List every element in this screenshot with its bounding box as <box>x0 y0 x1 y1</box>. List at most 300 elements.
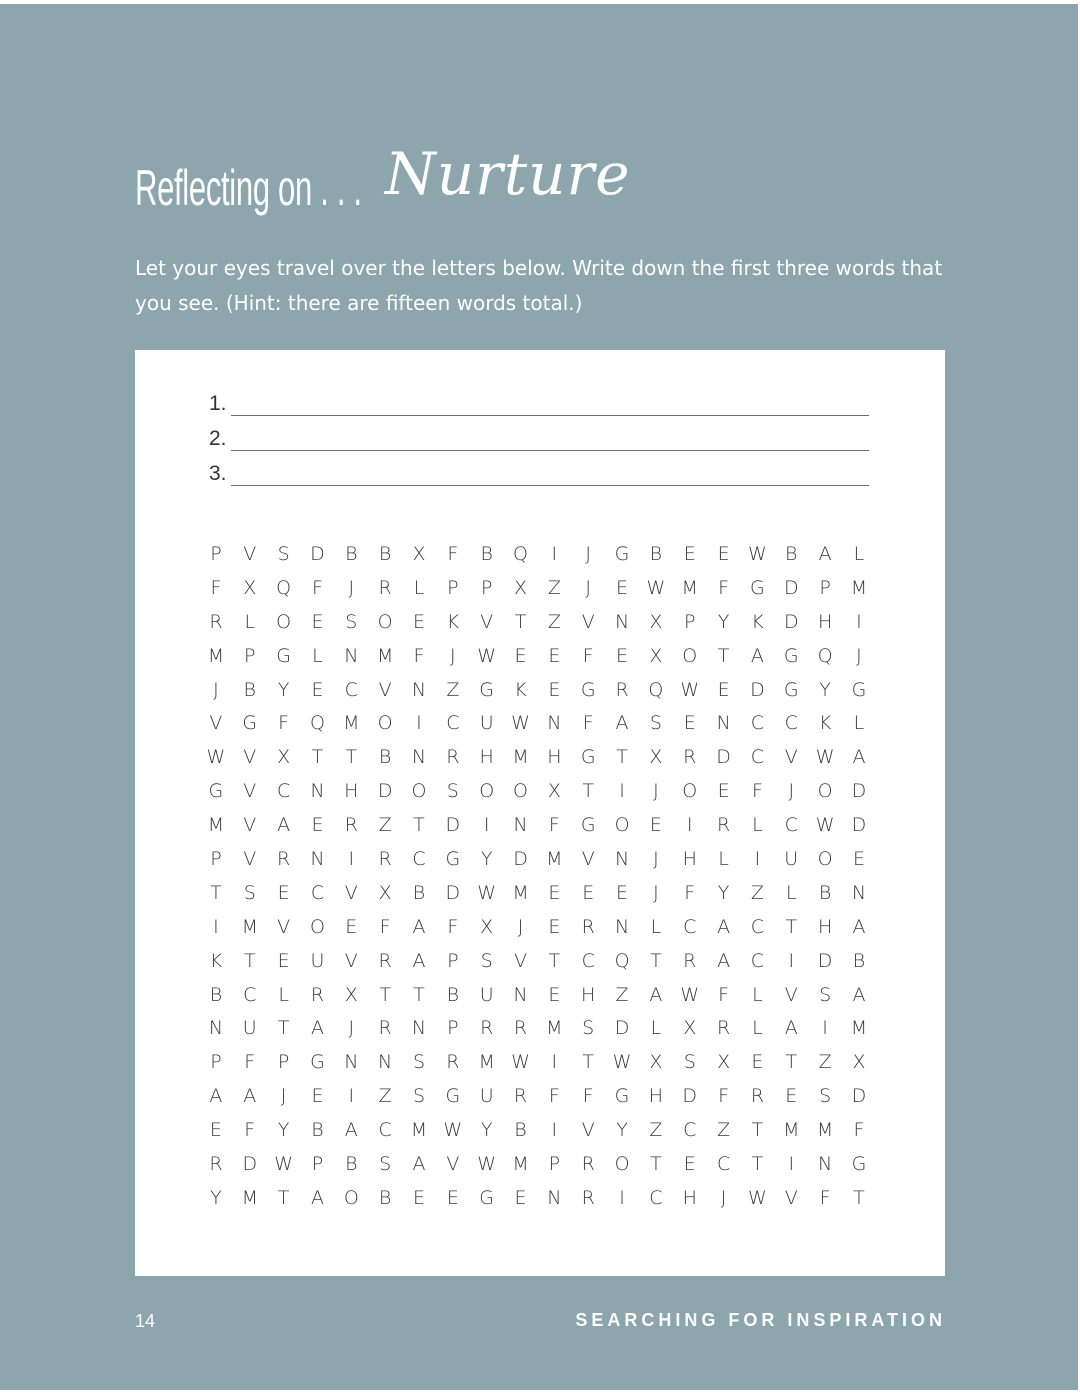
grid-letter[interactable]: D <box>783 576 799 599</box>
grid-letter[interactable]: V <box>243 543 257 565</box>
grid-letter[interactable]: D <box>682 1085 698 1108</box>
grid-letter[interactable]: M <box>512 881 529 904</box>
grid-letter[interactable]: P <box>819 576 831 599</box>
grid-letter[interactable]: V <box>784 1186 798 1209</box>
grid-letter[interactable]: R <box>615 678 629 701</box>
grid-letter[interactable]: H <box>648 1085 664 1108</box>
grid-letter[interactable]: X <box>717 1051 731 1074</box>
grid-letter[interactable]: E <box>311 814 324 837</box>
grid-letter[interactable]: U <box>479 1085 494 1108</box>
grid-letter[interactable]: A <box>344 1119 358 1142</box>
grid-letter[interactable]: E <box>852 848 865 871</box>
grid-letter[interactable]: G <box>479 1186 495 1209</box>
grid-letter[interactable]: X <box>480 915 494 938</box>
grid-letter[interactable]: P <box>684 610 696 633</box>
grid-letter[interactable]: R <box>683 746 697 769</box>
grid-letter[interactable]: N <box>411 678 427 701</box>
grid-letter[interactable]: X <box>412 543 426 565</box>
grid-letter[interactable]: E <box>345 915 358 938</box>
grid-letter[interactable]: B <box>378 746 392 769</box>
grid-letter[interactable]: C <box>683 1119 697 1142</box>
grid-letter[interactable]: I <box>213 915 219 938</box>
grid-letter[interactable]: K <box>446 610 460 633</box>
grid-letter[interactable]: O <box>343 1186 359 1209</box>
grid-letter[interactable]: X <box>852 1051 866 1074</box>
grid-letter[interactable]: C <box>683 915 697 938</box>
grid-letter[interactable]: X <box>378 881 392 904</box>
grid-letter[interactable]: L <box>785 881 797 904</box>
grid-letter[interactable]: O <box>479 780 495 803</box>
grid-letter[interactable]: B <box>818 881 832 904</box>
grid-letter[interactable]: O <box>614 814 630 837</box>
grid-letter[interactable]: W <box>748 1186 767 1209</box>
grid-letter[interactable]: R <box>209 610 223 633</box>
answer-line[interactable] <box>209 425 869 460</box>
grid-letter[interactable]: N <box>344 1051 359 1074</box>
grid-letter[interactable]: B <box>345 1153 358 1176</box>
grid-letter[interactable]: V <box>243 848 257 871</box>
grid-letter[interactable]: T <box>717 644 730 667</box>
grid-letter[interactable]: X <box>547 780 561 803</box>
grid-letter[interactable]: F <box>210 576 222 599</box>
grid-letter[interactable]: H <box>581 983 596 1006</box>
grid-letter[interactable]: G <box>750 576 765 599</box>
grid-letter[interactable]: R <box>277 848 291 871</box>
grid-letter[interactable]: T <box>785 1051 798 1074</box>
grid-letter[interactable]: E <box>446 1186 459 1209</box>
grid-letter[interactable]: D <box>851 1085 867 1108</box>
grid-letter[interactable]: W <box>815 814 835 837</box>
grid-letter[interactable]: T <box>345 746 358 769</box>
grid-letter[interactable]: Q <box>309 712 325 735</box>
grid-letter[interactable]: V <box>514 949 528 972</box>
grid-letter[interactable]: R <box>378 576 392 599</box>
grid-letter[interactable]: J <box>856 644 862 667</box>
grid-letter[interactable]: B <box>378 1186 392 1209</box>
grid-letter[interactable]: E <box>412 1186 425 1209</box>
grid-letter[interactable]: H <box>479 746 494 769</box>
grid-letter[interactable]: F <box>548 1085 560 1108</box>
grid-letter[interactable]: B <box>378 543 392 565</box>
grid-letter[interactable]: T <box>277 1017 290 1040</box>
grid-letter[interactable]: H <box>682 1186 697 1209</box>
grid-letter[interactable]: D <box>310 543 325 565</box>
grid-letter[interactable]: X <box>514 576 528 599</box>
grid-letter[interactable]: V <box>277 915 291 938</box>
grid-letter[interactable]: D <box>242 1153 258 1176</box>
grid-letter[interactable]: E <box>277 881 290 904</box>
grid-letter[interactable]: B <box>480 543 493 565</box>
grid-letter[interactable]: Z <box>547 610 561 633</box>
grid-letter[interactable]: M <box>850 576 868 599</box>
grid-letter[interactable]: Q <box>513 543 528 565</box>
grid-letter[interactable]: X <box>344 983 358 1006</box>
grid-letter[interactable]: C <box>750 915 765 938</box>
grid-letter[interactable]: F <box>718 1085 730 1108</box>
grid-letter[interactable]: I <box>551 543 558 565</box>
grid-letter[interactable]: T <box>650 1153 662 1176</box>
grid-letter[interactable]: E <box>548 678 561 701</box>
grid-letter[interactable]: S <box>582 1017 595 1040</box>
grid-letter[interactable]: M <box>546 848 563 871</box>
grid-letter[interactable]: F <box>413 644 425 667</box>
grid-letter[interactable]: T <box>514 610 527 633</box>
grid-letter[interactable]: I <box>754 848 761 871</box>
grid-letter[interactable]: X <box>649 1051 663 1074</box>
grid-letter[interactable]: E <box>311 610 324 633</box>
grid-letter[interactable]: M <box>207 814 225 837</box>
grid-letter[interactable]: Y <box>480 1119 493 1142</box>
grid-letter[interactable]: S <box>649 712 662 735</box>
grid-letter[interactable]: L <box>278 983 289 1006</box>
grid-letter[interactable]: E <box>514 644 527 667</box>
grid-letter[interactable]: S <box>819 983 832 1006</box>
grid-letter[interactable]: E <box>683 543 696 565</box>
grid-letter[interactable]: M <box>207 644 225 667</box>
grid-letter[interactable]: X <box>277 746 291 769</box>
grid-letter[interactable]: R <box>310 983 325 1006</box>
grid-letter[interactable]: Z <box>818 1051 832 1074</box>
grid-letter[interactable]: X <box>649 746 663 769</box>
grid-letter[interactable]: Y <box>480 848 493 871</box>
grid-letter[interactable]: G <box>783 644 799 667</box>
grid-letter[interactable]: F <box>819 1186 831 1209</box>
grid-letter[interactable]: V <box>446 1153 460 1176</box>
grid-letter[interactable]: T <box>277 1186 290 1209</box>
grid-letter[interactable]: T <box>413 983 425 1006</box>
grid-letter[interactable]: R <box>446 1051 460 1074</box>
grid-letter[interactable]: S <box>480 949 493 972</box>
grid-letter[interactable]: X <box>243 576 257 599</box>
grid-letter[interactable]: P <box>447 576 459 599</box>
grid-letter[interactable]: P <box>277 1051 290 1074</box>
grid-letter[interactable]: J <box>280 1085 287 1108</box>
grid-letter[interactable]: D <box>716 746 731 769</box>
grid-letter[interactable]: Q <box>648 678 664 701</box>
grid-letter[interactable]: P <box>210 848 222 871</box>
grid-letter[interactable]: M <box>241 1186 258 1209</box>
grid-letter[interactable]: F <box>278 712 290 735</box>
grid-letter[interactable]: I <box>483 814 490 837</box>
grid-letter[interactable]: R <box>581 915 595 938</box>
grid-letter[interactable]: C <box>750 712 765 735</box>
grid-letter[interactable]: A <box>310 1186 324 1209</box>
grid-letter[interactable]: Y <box>717 881 730 904</box>
grid-letter[interactable]: G <box>851 1153 867 1176</box>
grid-letter[interactable]: N <box>378 1051 393 1074</box>
grid-letter[interactable]: J <box>213 678 219 701</box>
grid-letter[interactable]: A <box>852 915 866 938</box>
grid-letter[interactable]: V <box>209 712 223 735</box>
grid-letter[interactable]: J <box>653 881 659 904</box>
grid-letter[interactable]: E <box>514 1186 527 1209</box>
grid-letter[interactable]: G <box>208 780 224 803</box>
grid-letter[interactable]: D <box>817 949 833 972</box>
grid-letter[interactable]: F <box>582 644 594 667</box>
grid-letter[interactable]: F <box>582 712 594 735</box>
grid-letter[interactable]: Q <box>817 644 833 667</box>
grid-letter[interactable]: T <box>582 780 594 803</box>
grid-letter[interactable]: G <box>580 678 596 701</box>
grid-letter[interactable]: P <box>548 1153 561 1176</box>
grid-letter[interactable]: A <box>852 983 866 1006</box>
grid-letter[interactable]: M <box>850 1017 868 1040</box>
grid-letter[interactable]: O <box>276 610 292 633</box>
grid-letter[interactable]: E <box>683 712 696 735</box>
grid-letter[interactable]: S <box>277 543 290 565</box>
grid-letter[interactable]: N <box>344 644 359 667</box>
grid-letter[interactable]: L <box>853 712 865 735</box>
grid-letter[interactable]: E <box>548 983 561 1006</box>
grid-letter[interactable]: J <box>348 576 355 599</box>
grid-letter[interactable]: F <box>311 576 323 599</box>
grid-letter[interactable]: F <box>751 780 763 803</box>
grid-letter[interactable]: G <box>614 543 630 565</box>
grid-letter[interactable]: C <box>750 949 765 972</box>
grid-letter[interactable]: M <box>512 1153 529 1176</box>
grid-letter[interactable]: M <box>241 915 258 938</box>
grid-letter[interactable]: N <box>310 780 325 803</box>
grid-letter[interactable]: A <box>412 1153 426 1176</box>
grid-letter[interactable]: O <box>377 712 393 735</box>
grid-letter[interactable]: B <box>209 983 223 1006</box>
grid-letter[interactable]: F <box>548 814 560 837</box>
grid-letter[interactable]: U <box>479 712 494 735</box>
grid-letter[interactable]: P <box>210 1051 222 1074</box>
grid-letter[interactable]: C <box>446 712 460 735</box>
grid-letter[interactable]: R <box>446 746 460 769</box>
grid-letter[interactable]: U <box>479 983 494 1006</box>
grid-letter[interactable]: M <box>512 746 529 769</box>
grid-letter[interactable]: N <box>851 881 867 904</box>
grid-letter[interactable]: V <box>581 610 595 633</box>
grid-letter[interactable]: T <box>751 1153 764 1176</box>
grid-letter[interactable]: I <box>856 610 862 633</box>
grid-letter[interactable]: B <box>311 1119 324 1142</box>
grid-letter[interactable]: M <box>376 644 394 667</box>
grid-letter[interactable]: E <box>209 1119 222 1142</box>
grid-letter[interactable]: B <box>446 983 460 1006</box>
grid-letter[interactable]: O <box>513 780 528 803</box>
grid-letter[interactable]: I <box>348 1085 355 1108</box>
grid-letter[interactable]: W <box>477 644 497 667</box>
grid-letter[interactable]: V <box>243 746 257 769</box>
grid-letter[interactable]: S <box>683 1051 696 1074</box>
grid-letter[interactable]: Z <box>547 576 561 599</box>
grid-letter[interactable]: E <box>311 678 324 701</box>
answer-line[interactable] <box>209 460 869 495</box>
grid-letter[interactable]: A <box>310 1017 324 1040</box>
grid-letter[interactable]: H <box>547 746 562 769</box>
grid-letter[interactable]: F <box>447 915 459 938</box>
grid-letter[interactable]: J <box>788 780 795 803</box>
grid-letter[interactable]: X <box>649 644 663 667</box>
grid-letter[interactable]: T <box>210 881 222 904</box>
grid-letter[interactable]: N <box>818 1153 833 1176</box>
grid-letter[interactable]: C <box>750 746 765 769</box>
grid-letter[interactable]: W <box>477 881 497 904</box>
grid-letter[interactable]: E <box>548 915 561 938</box>
grid-letter[interactable]: J <box>585 543 591 565</box>
grid-letter[interactable]: Z <box>378 814 392 837</box>
grid-letter[interactable]: C <box>784 712 798 735</box>
grid-letter[interactable]: I <box>686 814 693 837</box>
grid-letter[interactable]: K <box>818 712 832 735</box>
grid-letter[interactable]: W <box>206 746 226 769</box>
grid-letter[interactable]: D <box>614 1017 630 1040</box>
grid-letter[interactable]: E <box>649 814 662 837</box>
grid-letter[interactable]: F <box>447 543 459 565</box>
grid-letter[interactable]: J <box>450 644 456 667</box>
grid-letter[interactable]: V <box>344 881 358 904</box>
grid-letter[interactable]: T <box>616 746 628 769</box>
grid-letter[interactable]: P <box>447 1017 459 1040</box>
grid-letter[interactable]: E <box>616 576 629 599</box>
grid-letter[interactable]: N <box>547 712 562 735</box>
grid-letter[interactable]: C <box>581 949 595 972</box>
grid-letter[interactable]: S <box>819 1085 832 1108</box>
grid-letter[interactable]: C <box>412 848 426 871</box>
grid-letter[interactable]: V <box>581 848 595 871</box>
grid-letter[interactable]: E <box>548 644 561 667</box>
grid-letter[interactable]: T <box>379 983 391 1006</box>
grid-letter[interactable]: Y <box>277 1119 290 1142</box>
grid-letter[interactable]: A <box>412 915 426 938</box>
grid-letter[interactable]: A <box>750 644 764 667</box>
grid-letter[interactable]: B <box>785 543 798 565</box>
grid-letter[interactable]: G <box>580 746 596 769</box>
grid-letter[interactable]: N <box>513 814 528 837</box>
grid-letter[interactable]: O <box>682 644 698 667</box>
grid-letter[interactable]: E <box>683 1153 696 1176</box>
grid-letter[interactable]: Z <box>615 983 629 1006</box>
grid-letter[interactable]: E <box>548 881 561 904</box>
grid-letter[interactable]: V <box>344 949 358 972</box>
grid-letter[interactable]: E <box>412 610 425 633</box>
grid-letter[interactable]: A <box>649 983 663 1006</box>
grid-letter[interactable]: L <box>650 1017 662 1040</box>
grid-letter[interactable]: D <box>445 881 461 904</box>
grid-letter[interactable]: V <box>243 814 257 837</box>
grid-letter[interactable]: F <box>244 1119 256 1142</box>
grid-letter[interactable]: L <box>718 848 729 871</box>
grid-letter[interactable]: K <box>751 610 764 633</box>
grid-letter[interactable]: N <box>310 848 325 871</box>
grid-letter[interactable]: D <box>750 678 765 701</box>
grid-letter[interactable]: B <box>649 543 663 565</box>
grid-letter[interactable]: I <box>619 780 625 803</box>
grid-letter[interactable]: C <box>310 881 325 904</box>
grid-letter[interactable]: L <box>650 915 662 938</box>
grid-letter[interactable]: N <box>614 915 630 938</box>
grid-letter[interactable]: A <box>852 746 866 769</box>
grid-letter[interactable]: G <box>851 678 867 701</box>
grid-letter[interactable]: T <box>548 949 561 972</box>
grid-letter[interactable]: M <box>410 1119 428 1142</box>
grid-letter[interactable]: G <box>580 814 596 837</box>
grid-letter[interactable]: P <box>244 644 256 667</box>
grid-letter[interactable]: D <box>783 610 799 633</box>
grid-letter[interactable]: Y <box>616 1119 628 1142</box>
grid-letter[interactable]: N <box>411 1017 427 1040</box>
grid-letter[interactable]: T <box>853 1186 865 1209</box>
grid-letter[interactable]: A <box>717 949 731 972</box>
grid-letter[interactable]: A <box>784 1017 798 1040</box>
grid-letter[interactable]: O <box>817 780 833 803</box>
grid-letter[interactable]: Q <box>614 949 630 972</box>
grid-letter[interactable]: K <box>209 949 223 972</box>
grid-letter[interactable]: R <box>344 814 358 837</box>
grid-letter[interactable]: W <box>748 543 767 565</box>
grid-letter[interactable]: E <box>277 949 290 972</box>
grid-letter[interactable]: E <box>717 543 730 565</box>
grid-letter[interactable]: C <box>344 678 358 701</box>
grid-letter[interactable]: Y <box>717 610 730 633</box>
grid-letter[interactable]: R <box>683 949 697 972</box>
grid-letter[interactable]: L <box>752 983 763 1006</box>
grid-letter[interactable]: H <box>817 915 833 938</box>
grid-letter[interactable]: B <box>243 678 256 701</box>
grid-letter[interactable]: W <box>680 983 700 1006</box>
grid-letter[interactable]: W <box>680 678 700 701</box>
grid-letter[interactable]: W <box>443 1119 463 1142</box>
grid-letter[interactable]: G <box>479 678 495 701</box>
grid-letter[interactable]: P <box>480 576 493 599</box>
grid-letter[interactable]: R <box>378 949 392 972</box>
grid-letter[interactable]: P <box>447 949 459 972</box>
grid-letter[interactable]: F <box>582 1085 594 1108</box>
grid-letter[interactable]: O <box>817 848 833 871</box>
grid-letter[interactable]: L <box>312 644 323 667</box>
grid-letter[interactable]: P <box>311 1153 324 1176</box>
grid-letter[interactable]: K <box>514 678 527 701</box>
grid-letter[interactable]: R <box>209 1153 223 1176</box>
grid-letter[interactable]: N <box>547 1186 562 1209</box>
grid-letter[interactable]: V <box>378 678 392 701</box>
grid-letter[interactable]: O <box>377 610 393 633</box>
grid-letter[interactable]: S <box>412 1051 426 1074</box>
grid-letter[interactable]: S <box>345 610 358 633</box>
grid-letter[interactable]: S <box>412 1085 426 1108</box>
grid-letter[interactable]: Y <box>819 678 831 701</box>
grid-letter[interactable]: A <box>243 1085 257 1108</box>
grid-letter[interactable]: A <box>412 949 426 972</box>
grid-letter[interactable]: F <box>718 576 730 599</box>
grid-letter[interactable]: I <box>788 1153 795 1176</box>
grid-letter[interactable]: R <box>378 1017 392 1040</box>
grid-letter[interactable]: G <box>276 644 291 667</box>
grid-letter[interactable]: Y <box>210 1186 222 1209</box>
grid-letter[interactable]: N <box>716 712 731 735</box>
grid-letter[interactable]: M <box>343 712 360 735</box>
grid-letter[interactable]: B <box>412 881 426 904</box>
grid-letter[interactable]: R <box>378 848 392 871</box>
grid-letter[interactable]: S <box>379 1153 392 1176</box>
grid-letter[interactable]: I <box>551 1119 558 1142</box>
grid-letter[interactable]: V <box>581 1119 595 1142</box>
grid-letter[interactable]: N <box>614 848 630 871</box>
grid-letter[interactable]: F <box>853 1119 865 1142</box>
grid-letter[interactable]: I <box>348 848 355 871</box>
grid-letter[interactable]: G <box>445 1085 461 1108</box>
grid-letter[interactable]: C <box>243 983 257 1006</box>
grid-letter[interactable]: R <box>513 1085 528 1108</box>
grid-letter[interactable]: E <box>751 1051 764 1074</box>
grid-letter[interactable]: Z <box>717 1119 731 1142</box>
grid-letter[interactable]: I <box>416 712 422 735</box>
grid-letter[interactable]: R <box>716 814 731 837</box>
grid-letter[interactable]: T <box>413 814 425 837</box>
